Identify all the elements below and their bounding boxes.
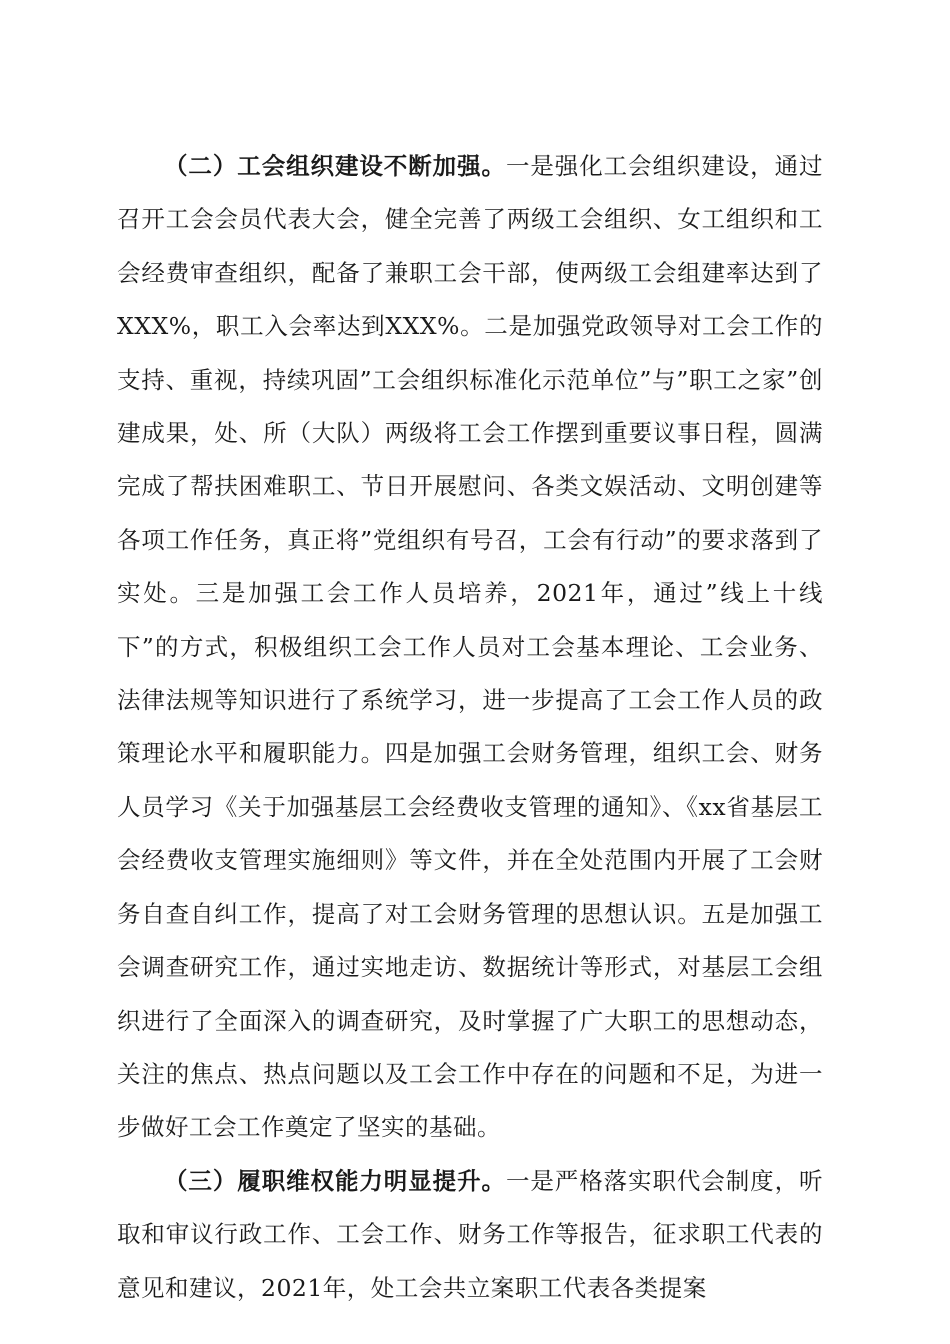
- paragraph-organization-building: [117, 140, 823, 1155]
- paragraph-heading: （三）履职维权能力明显提升。: [164, 1166, 506, 1195]
- paragraph-body: 一是严格落实职代会制度，听取和审议行政工作、工会工作、财务工作等报告，征求职工代表的意见和建议，2021年，处工会共立案职工代表各类提案: [117, 1166, 824, 1302]
- paragraph-heading: （二）工会组织建设不断加强。: [164, 152, 506, 180]
- paragraph-rights-protection: [117, 1155, 823, 1315]
- document-page: [117, 140, 823, 1315]
- paragraph-body: 一是强化工会组织建设，通过召开工会会员代表大会，健全完善了两级工会组织、女工组织和工会经费审查组织，配备了兼职工会干部，使两级工会组建率达到了XXX%，职工入会率达到XXX%。二是加强党政领导对工会工作的支持、重视，持续巩固”工会组织标准化示范单位”与”职工之家”创建成果，处、所（大队）两级将工会工作摆到重要议事日程，圆满完成了帮扶困难职工、节日开展慰问、各类文娱活动、文明创建等各项工作任务，真正将”党组织有号召，工会有行动”的要求落到了实处。三是加强工会工作人员培养，2021年，通过”线上十线下”的方式，积极组织工会工作人员对工会基本理论、工会业务、法律法规等知识进行了系统学习，进一步提高了工会工作人员的政策理论水平和履职能力。四是加强工会财务管理，组织工会、财务人员学习《关于加强基层工会经费收支管理的通知》、《xx省基层工会经费收支管理实施细则》等文件，并在全处范围内开展了工会财务自查自纠工作，提高了对工会财务管理的思想认识。五是加强工会调查研究工作，通过实地走访、数据统计等形式，对基层工会组织进行了全面深入的调查研究，及时掌握了广大职工的思想动态，关注的焦点、热点问题以及工会工作中存在的问题和不足，为进一步做好工会工作奠定了坚实的基础。: [117, 152, 824, 1142]
